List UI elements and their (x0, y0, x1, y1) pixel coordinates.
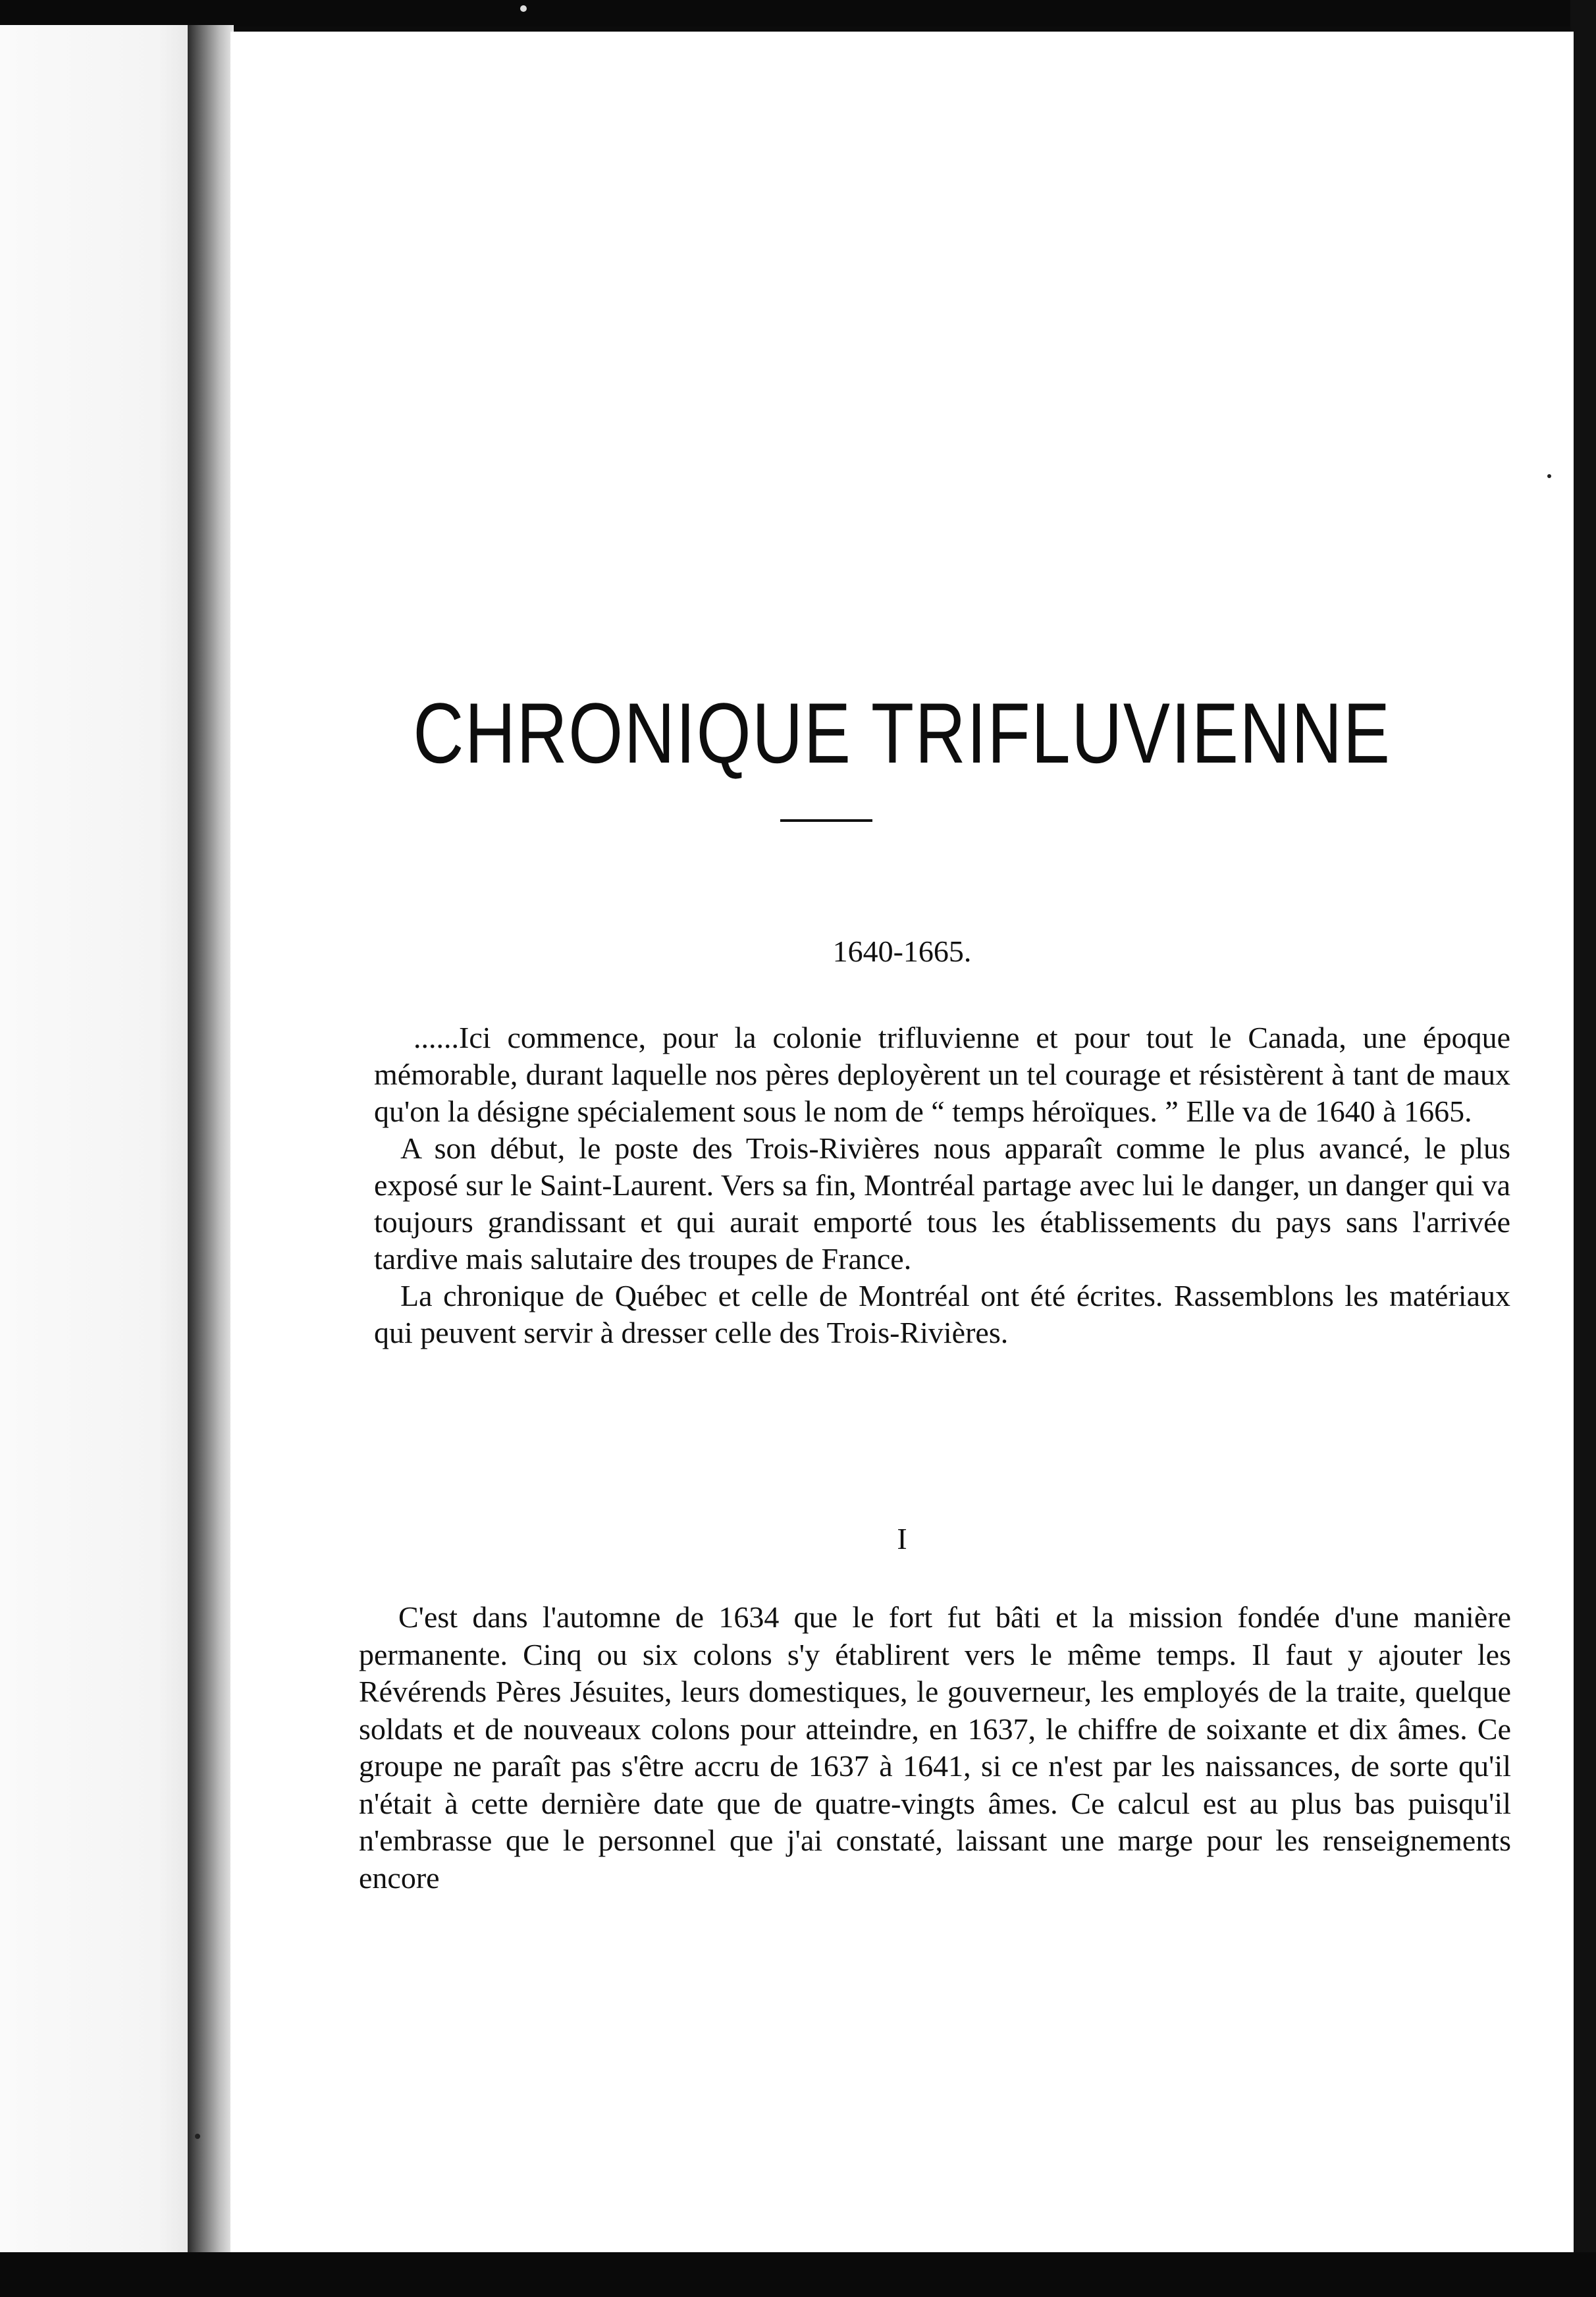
scan-bottom-border (0, 2252, 1596, 2297)
section-paragraph: C'est dans l'automne de 1634 que le fort fut bâti et la mission fondée d'une manière permanente. Cinq ou six colons s'y établirent vers le même temps. Il faut y ajouter les Révérends Pères Jésuites, leurs domestiques, le gouverneur, les employés de la traite, quelque soldats et de nouveaux colons pour atteindre, en 1637, le chiffre de soixante et dix âmes. Ce groupe ne paraît pas s'être accru de 1637 à 1641, si ce n'est par les naissances, de sorte qu'il n'était à cette dernière date que de quatre-vingts âmes. Ce calcul est au plus bas puisqu'il n'embrasse que le personnel que j'ai constaté, laissant une marge pour les renseignements encore (359, 1600, 1511, 1895)
title-divider (780, 819, 872, 822)
date-range: 1640-1665. (832, 934, 972, 968)
section-text (359, 1599, 1511, 1897)
scan-speck (520, 5, 527, 12)
intro-paragraph: ......Ici commence, pour la colonie trifluvienne et pour tout le Canada, une époque mémorable, durant laquelle nos pères deployèrent un tel courage et résistèrent à tant de maux qu'on la désigne spécialement sous le nom de “ temps héroïques. ” Elle va de 1640 à 1665. (374, 1021, 1510, 1128)
section-number: I (897, 1522, 907, 1555)
intro-paragraph: La chronique de Québec et celle de Montréal ont été écrites. Rassemblons les matériaux qui peuvent servir à dresser celle des Trois-Rivières. (374, 1279, 1510, 1349)
intro-text (374, 1019, 1510, 1351)
scan-right-border (1570, 0, 1596, 2297)
facing-page-edge (0, 25, 198, 2257)
scan-speck (195, 2134, 200, 2139)
scan-speck (1547, 474, 1551, 478)
intro-paragraph: A son début, le poste des Trois-Rivières nous apparaît comme le plus avancé, le plus exposé sur le Saint-Laurent. Vers sa fin, Montréal partage avec lui le danger, un danger qui va toujours grandissant et qui aurait emporté tous les établissements du pays sans l'arrivée tardive mais salutaire des troupes de France. (374, 1131, 1510, 1276)
gutter-shadow (188, 25, 234, 2257)
book-page (230, 32, 1574, 2252)
scan-top-border (0, 0, 1596, 26)
chapter-title: CHRONIQUE TRIFLUVIENNE (413, 685, 1391, 781)
